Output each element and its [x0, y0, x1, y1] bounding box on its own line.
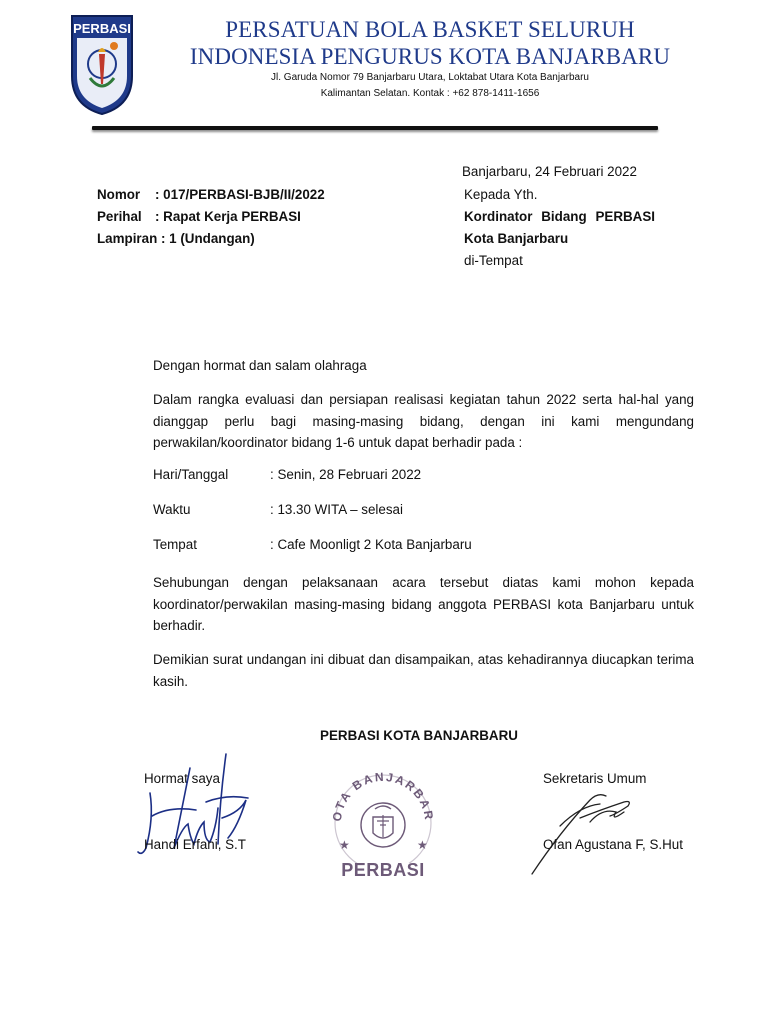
- nomor-value: : 017/PERBASI-BJB/II/2022: [155, 187, 325, 202]
- paragraph-request: Sehubungan dengan pelaksanaan acara tersebut diatas kami mohon kepada koordinator/perwakilan masing-masing bidang anggota PERBASI kota Banjarbaru untuk berhadir.: [153, 575, 694, 634]
- logo-text: PERBASI: [73, 21, 131, 36]
- stamp-arc-path: OTA BANJARBAR: [329, 769, 437, 823]
- letter-number: [97, 187, 325, 202]
- right-signatory-name: Ofan Agustana F, S.Hut: [543, 837, 683, 852]
- waktu-value: : 13.30 WITA – selesai: [270, 502, 403, 517]
- perihal-value: : Rapat Kerja PERBASI: [155, 209, 301, 224]
- paragraph-closing: Demikian surat undangan ini dibuat dan disampaikan, atas kehadirannya diucapkan terima kasih.: [153, 652, 694, 689]
- hari-value: : Senin, 28 Februari 2022: [270, 467, 422, 482]
- letter-attachment: Lampiran : 1 (Undangan): [97, 231, 255, 246]
- letterhead-title-line1: PERSATUAN BOLA BASKET SELURUH: [225, 17, 635, 42]
- letterhead-contact: Kalimantan Selatan. Kontak : +62 878-1411-1656: [320, 88, 540, 99]
- left-signatory-name: Handi Erfani, S.T: [144, 837, 246, 852]
- letterhead-title-line2: INDONESIA PENGURUS KOTA BANJARBARU: [189, 44, 671, 69]
- perihal-label: Perihal: [97, 209, 142, 224]
- svg-text:★: ★: [417, 838, 428, 852]
- hari-label: Hari/Tanggal: [153, 467, 229, 482]
- perbasi-logo: [70, 14, 134, 116]
- stamp-arc-text: [325, 763, 436, 822]
- recipient-word-1: Kordinator: [464, 209, 533, 224]
- stamp-emblem: [325, 763, 441, 863]
- paragraph-invitation: Dalam rangka evaluasi dan persiapan realisasi kegiatan tahun 2022 serta hal-hal yang dianggap perlu bagi masing-masing bidang, dengan ini kami mengundang perwakilan/koordinator bidang 1-6 untuk dapat berhadir pada :: [153, 392, 694, 451]
- detail-date: [153, 467, 421, 482]
- tempat-value: : Cafe Moonligt 2 Kota Banjarbaru: [270, 537, 472, 552]
- letterhead-address: Jl. Garuda Nomor 79 Banjarbaru Utara, Loktabat Utara Kota Banjarbaru: [271, 72, 589, 83]
- right-signatory-title: Sekretaris Umum: [543, 771, 647, 786]
- recipient-place: di-Tempat: [464, 253, 523, 268]
- stamp-label: PERBASI: [341, 860, 425, 880]
- recipient-word-3: PERBASI: [595, 209, 655, 224]
- nomor-label: Nomor: [97, 187, 141, 202]
- letter-subject: [97, 209, 301, 224]
- svg-text:★: ★: [339, 838, 350, 852]
- detail-time: [153, 502, 403, 517]
- tempat-label: Tempat: [153, 537, 197, 552]
- recipient-title: [464, 209, 655, 224]
- letter-date: Banjarbaru, 24 Februari 2022: [462, 164, 637, 179]
- organization-name: PERBASI KOTA BANJARBARU: [320, 728, 518, 743]
- detail-place: [153, 537, 472, 552]
- left-signatory-title: Hormat saya: [144, 771, 220, 786]
- letterhead-divider: [92, 126, 658, 130]
- recipient-salutation: Kepada Yth.: [464, 187, 538, 202]
- right-signature: [520, 782, 650, 882]
- waktu-label: Waktu: [153, 502, 191, 517]
- recipient-word-2: Bidang: [541, 209, 587, 224]
- greeting: Dengan hormat dan salam olahraga: [153, 358, 367, 373]
- recipient-city: Kota Banjarbaru: [464, 231, 569, 246]
